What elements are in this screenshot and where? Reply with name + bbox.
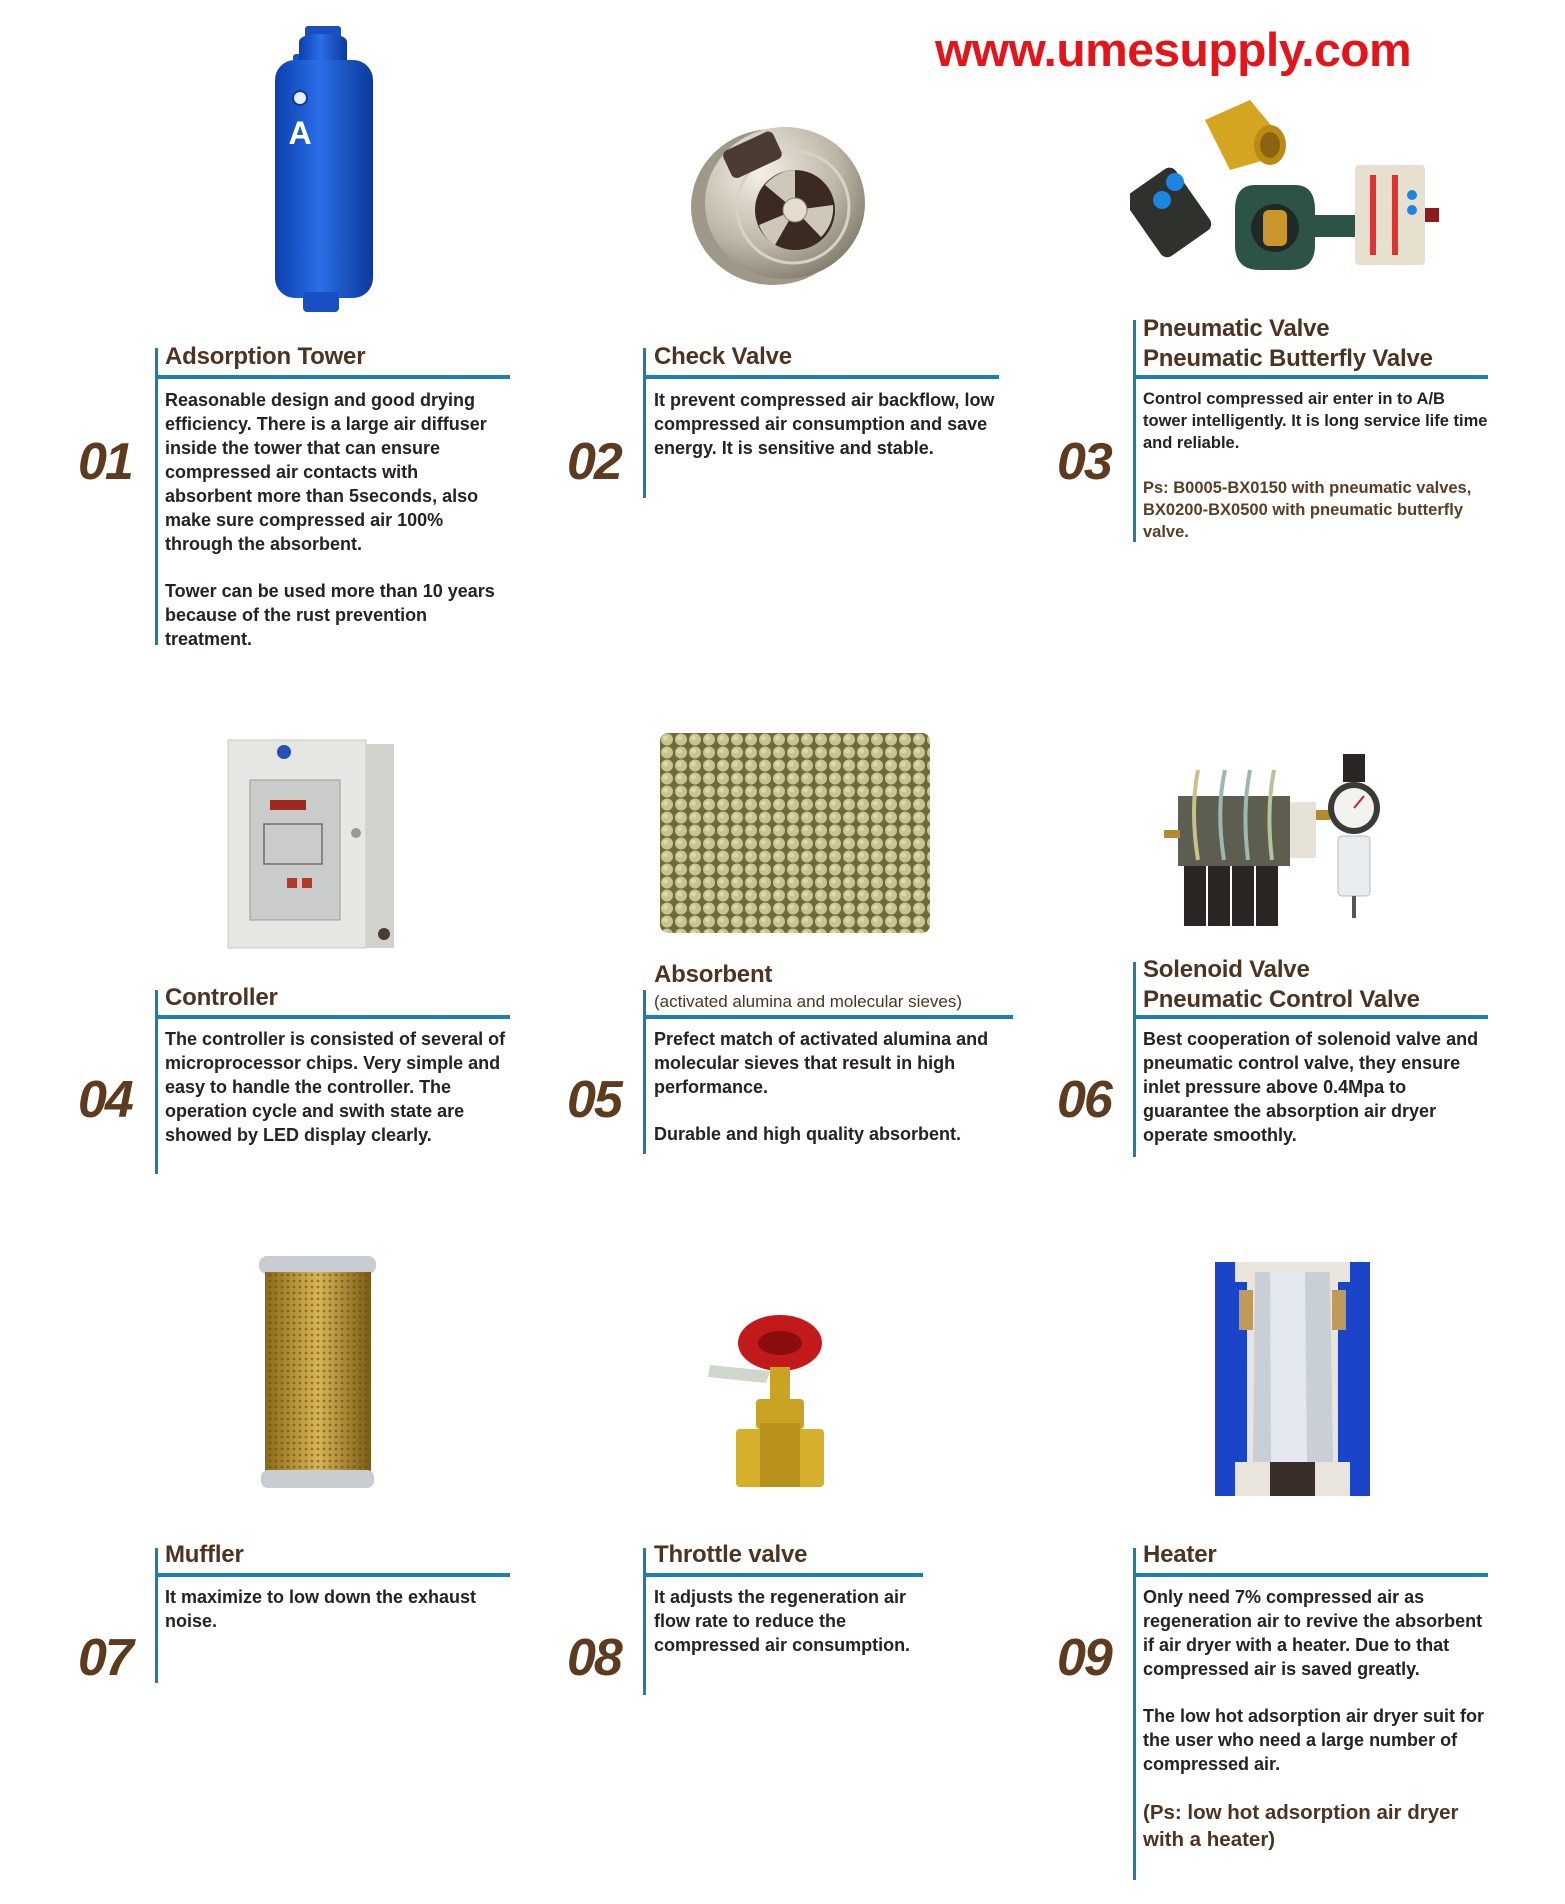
item-title: Absorbent [654, 961, 773, 988]
item-number: 09 [1057, 1629, 1111, 1687]
item-title-line-2: Pneumatic Butterfly Valve [1143, 345, 1433, 372]
item-number: 07 [78, 1629, 132, 1687]
vertical-divider [1133, 320, 1136, 542]
pneumatic-valve-image [1130, 90, 1500, 290]
heater-image [1215, 1262, 1370, 1496]
muffler-image [255, 1248, 380, 1503]
vertical-divider [155, 1548, 158, 1683]
item-description: Only need 7% compressed air as regeneration air to revive the absorbent if air dryer with a heater. Due to that compressed air is saved greatly. The low hot adsorption air dryer suit for the user who need a large number of compressed air. (Ps: low hot adsorption air dryer with a heater) [1143, 1587, 1485, 1851]
tower-label-a: A [288, 115, 312, 151]
title-underline [155, 375, 510, 379]
website-url[interactable]: www.umesupply.com [935, 23, 1412, 76]
item-number: 05 [567, 1071, 621, 1129]
item-description: It prevent compressed air backflow, low compressed air consumption and save energy. It is sensitive and stable. [654, 390, 995, 458]
item-subtitle: (activated alumina and molecular sieves) [654, 992, 963, 1011]
item-number: 01 [78, 433, 132, 491]
item-description: It maximize to low down the exhaust noise. [165, 1587, 477, 1631]
vertical-divider [1133, 1548, 1136, 1880]
item-title-line-1: Pneumatic Valve [1143, 315, 1330, 342]
item-number: 02 [567, 433, 621, 491]
title-underline [643, 1573, 923, 1577]
item-title: Adsorption Tower [165, 343, 366, 370]
absorbent-image [660, 733, 930, 933]
item-title-line-1: Solenoid Valve [1143, 956, 1310, 983]
throttle-valve-image [700, 1305, 850, 1495]
title-underline [1133, 1015, 1488, 1019]
title-underline [643, 375, 999, 379]
item-title: Muffler [165, 1541, 244, 1568]
item-title-line-2: Pneumatic Control Valve [1143, 986, 1420, 1013]
item-title: Controller [165, 984, 278, 1011]
title-underline [1133, 1573, 1488, 1577]
item-number: 06 [1057, 1071, 1111, 1129]
item-number: 03 [1057, 433, 1111, 491]
title-underline [1133, 375, 1488, 379]
vertical-divider [1133, 962, 1136, 1157]
item-description: It adjusts the regeneration air flow rate to reduce the compressed air consumption. [654, 1587, 911, 1655]
item-description: Prefect match of activated alumina and molecular sieves that result in high performance. Durable and high quality absorbent. [654, 1029, 989, 1144]
item-description: Best cooperation of solenoid valve and pneumatic control valve, they ensure inlet pressure above 0.4Mpa to guarantee the absorption air dryer operate smoothly. [1143, 1029, 1479, 1145]
item-description: Reasonable design and good drying efficiency. There is a large air diffuser inside the tower that can ensure compressed air contacts with absorbent more than 5seconds, also make sure compressed air 100% through the absorbent. Tower can be used more than 10 years because of the rust prevention treatment. [165, 390, 495, 649]
item-description: Control compressed air enter in to A/B tower intelligently. It is long service life time and reliable. Ps: B0005-BX0150 with pneumatic valves, BX0200-BX0500 with pneumatic butterfly valve. [1143, 390, 1488, 541]
item-number: 04 [78, 1071, 132, 1129]
title-underline [155, 1015, 510, 1019]
check-valve-image [685, 115, 875, 295]
item-description: The controller is consisted of several of microprocessor chips. Very simple and easy to handle the controller. The operation cycle and swith state are showed by LED display clearly. [165, 1029, 506, 1145]
solenoid-valve-image [1150, 740, 1400, 930]
controller-image [222, 738, 402, 953]
item-title: Check Valve [654, 343, 792, 370]
vertical-divider [155, 348, 158, 645]
item-title: Heater [1143, 1541, 1217, 1568]
vertical-divider [643, 348, 646, 498]
title-underline [155, 1573, 510, 1577]
item-number: 08 [567, 1629, 621, 1687]
item-title: Throttle valve [654, 1541, 808, 1568]
title-underline [643, 1015, 1013, 1019]
adsorption-tower-image [255, 20, 385, 320]
vertical-divider [643, 1548, 646, 1695]
